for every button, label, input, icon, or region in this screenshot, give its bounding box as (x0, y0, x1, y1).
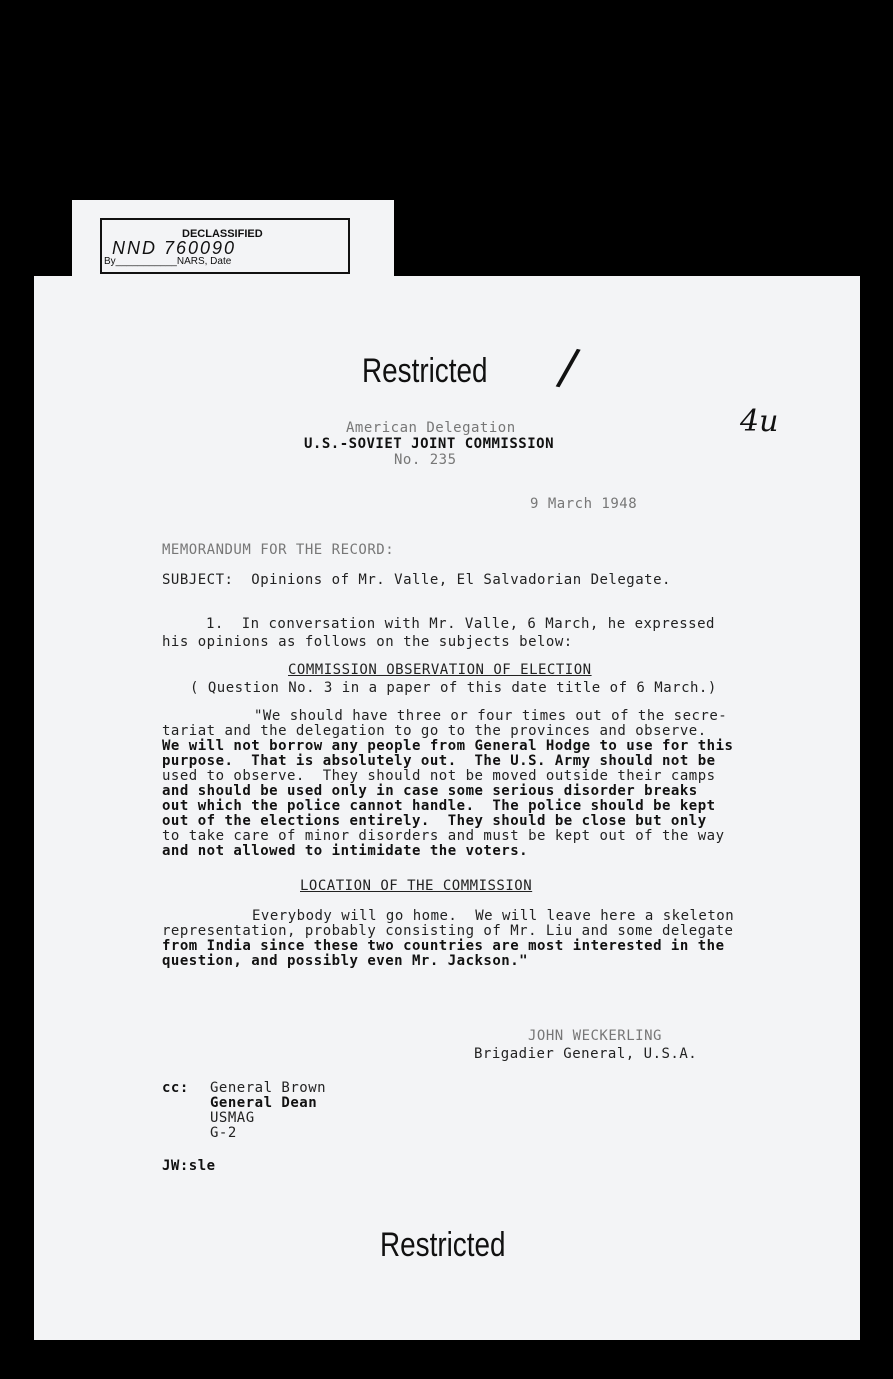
quote-2-line: from India since these two countries are most interested in the (162, 938, 725, 954)
paragraph-1-line: his opinions as follows on the subjects below: (162, 634, 573, 650)
quote-1-line: used to observe. They should not be moved outside their camps (162, 768, 716, 784)
quote-1-line: and not allowed to intimidate the voters. (162, 843, 529, 859)
doc-number: No. 235 (394, 452, 457, 468)
cc-label: cc: (162, 1080, 189, 1096)
quote-2-line: representation, probably consisting of Mr. Liu and some delegate (162, 923, 734, 939)
stamp-title: DECLASSIFIED (182, 228, 263, 240)
cc-recipient: General Brown (210, 1080, 327, 1096)
org-line-1: American Delegation (346, 420, 516, 436)
subject-line: SUBJECT: Opinions of Mr. Valle, El Salvadorian Delegate. (162, 572, 671, 588)
document-page (34, 276, 860, 1340)
classification-top: Restricted (362, 352, 488, 390)
paragraph-1-line: 1. In conversation with Mr. Valle, 6 March, he expressed (206, 616, 715, 632)
quote-1-line: to take care of minor disorders and must be kept out of the way (162, 828, 725, 844)
cc-recipient: G-2 (210, 1125, 237, 1141)
quote-1-line: out which the police cannot handle. The police should be kept (162, 798, 716, 814)
memo-date: 9 March 1948 (530, 496, 638, 512)
stamp-box (100, 218, 350, 274)
heading-election-observation: COMMISSION OBSERVATION OF ELECTION (288, 662, 592, 678)
quote-1-line: and should be used only in case some serious disorder breaks (162, 783, 698, 799)
handwritten-initials: 4u (740, 404, 779, 439)
cc-recipient: USMAG (210, 1110, 255, 1126)
signature-title: Brigadier General, U.S.A. (474, 1046, 698, 1062)
quote-1-line: tariat and the delegation to go to the provinces and observe. (162, 723, 707, 739)
cc-recipient: General Dean (210, 1095, 318, 1111)
signature-name: JOHN WECKERLING (528, 1028, 662, 1044)
handwritten-slash: / (554, 336, 583, 398)
quote-1-line: purpose. That is absolutely out. The U.S. Army should not be (162, 753, 716, 769)
org-line-2: U.S.-SOVIET JOINT COMMISSION (304, 436, 555, 452)
stamp-authority: NND 760090 (112, 238, 237, 258)
memo-for: MEMORANDUM FOR THE RECORD: (162, 542, 395, 558)
classification-bottom: Restricted (380, 1226, 506, 1264)
quote-1-line: "We should have three or four times out of the secre- (254, 708, 728, 724)
stamp-by-line: By___________NARS, Date (104, 256, 232, 267)
sub-heading-question: ( Question No. 3 in a paper of this date title of 6 March.) (190, 680, 717, 696)
quote-1-line: We will not borrow any people from General Hodge to use for this (162, 738, 734, 754)
quote-2-line: question, and possibly even Mr. Jackson." (162, 953, 529, 969)
typist-initials: JW:sle (162, 1158, 216, 1174)
quote-2-line: Everybody will go home. We will leave here a skeleton (252, 908, 735, 924)
quote-1-line: out of the elections entirely. They should be close but only (162, 813, 707, 829)
heading-commission-location: LOCATION OF THE COMMISSION (300, 878, 533, 894)
